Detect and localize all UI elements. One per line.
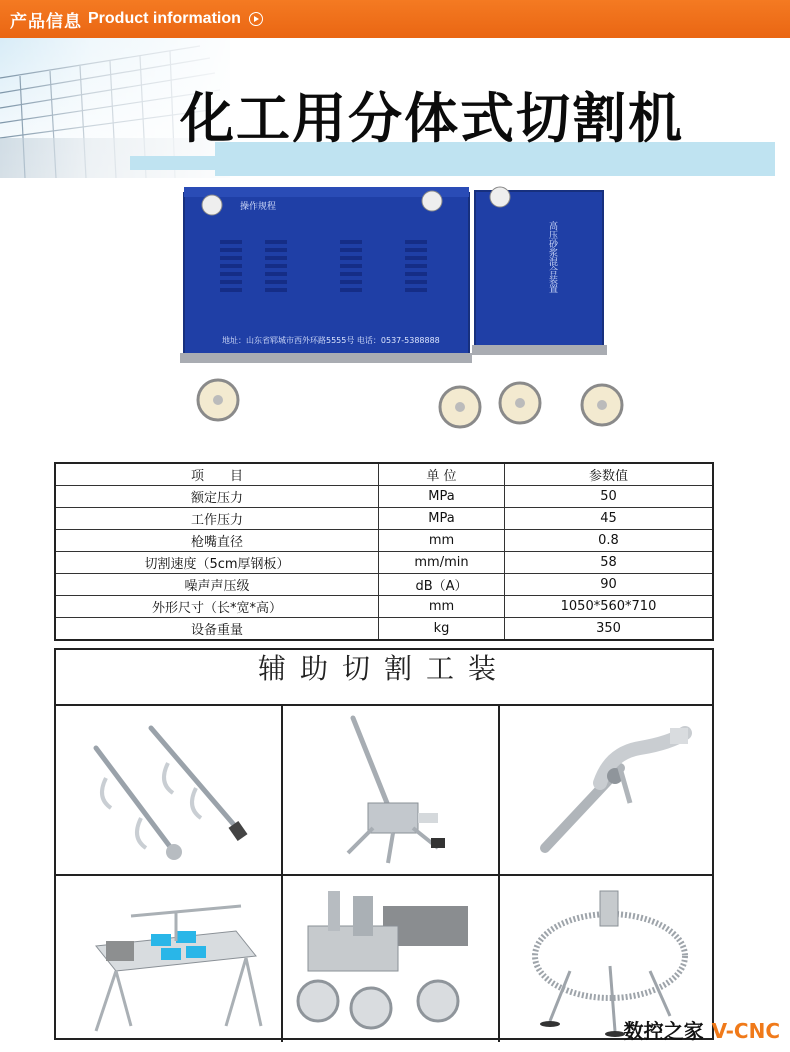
play-circle-icon xyxy=(249,12,263,26)
spec-value: 1050*560*710 xyxy=(505,596,714,618)
spec-table xyxy=(54,462,714,641)
spec-value: 45 xyxy=(505,508,714,530)
spec-unit: MPa xyxy=(379,486,505,508)
spec-unit: kg xyxy=(379,618,505,641)
header-bar xyxy=(0,0,790,38)
spec-header-value: 参数值 xyxy=(505,463,714,486)
spec-item: 额定压力 xyxy=(55,486,379,508)
tool-image-lance-holders xyxy=(56,708,281,874)
spec-item: 噪声声压级 xyxy=(55,574,379,596)
spec-value: 58 xyxy=(505,552,714,574)
left-unit-panel-label: 操作规程 xyxy=(240,202,277,212)
table-row xyxy=(55,596,713,618)
right-unit-label: 高压砂浆混合装置 xyxy=(547,221,557,293)
tool-image-cutting-frame xyxy=(56,876,281,1040)
watermark-cn: 数控之家 xyxy=(623,1019,704,1043)
watermark-en: V-CNC xyxy=(711,1019,780,1043)
spec-item: 切割速度（5cm厚钢板） xyxy=(55,552,379,574)
spec-item: 枪嘴直径 xyxy=(55,530,379,552)
tool-image-rod-clamp xyxy=(283,708,498,874)
watermark xyxy=(624,1015,780,1044)
spec-value: 90 xyxy=(505,574,714,596)
table-row xyxy=(55,508,713,530)
table-row xyxy=(55,486,713,508)
spec-header-unit: 单 位 xyxy=(379,463,505,486)
header-title-en: Product information xyxy=(88,10,241,27)
spec-item: 设备重量 xyxy=(55,618,379,641)
spec-unit: dB（A） xyxy=(379,574,505,596)
machine-photo xyxy=(170,185,640,440)
spec-unit: mm/min xyxy=(379,552,505,574)
spec-value: 50 xyxy=(505,486,714,508)
spec-unit: mm xyxy=(379,530,505,552)
spec-value: 350 xyxy=(505,618,714,641)
left-unit-address: 地址：山东省郓城市西外环路5555号 电话：0537-5388888 xyxy=(222,336,440,345)
spec-unit: MPa xyxy=(379,508,505,530)
spec-header-item: 项 目 xyxy=(55,463,379,486)
spec-value: 0.8 xyxy=(505,530,714,552)
spec-header-row xyxy=(55,463,713,486)
tool-image-pipe-clamp xyxy=(500,708,714,874)
spec-item: 外形尺寸（长*宽*高） xyxy=(55,596,379,618)
table-row xyxy=(55,618,713,641)
spec-item: 工作压力 xyxy=(55,508,379,530)
header-title-cn: 产品信息 xyxy=(10,11,82,32)
table-row xyxy=(55,574,713,596)
banner xyxy=(0,38,790,178)
tooling-title: 辅助切割工装 xyxy=(56,650,712,706)
tool-image-wheeled-carriage xyxy=(283,876,498,1040)
banner-title: 化工用分体式切割机 xyxy=(180,87,684,150)
table-row xyxy=(55,530,713,552)
spec-unit: mm xyxy=(379,596,505,618)
table-row xyxy=(55,552,713,574)
tooling-section xyxy=(54,648,714,1040)
